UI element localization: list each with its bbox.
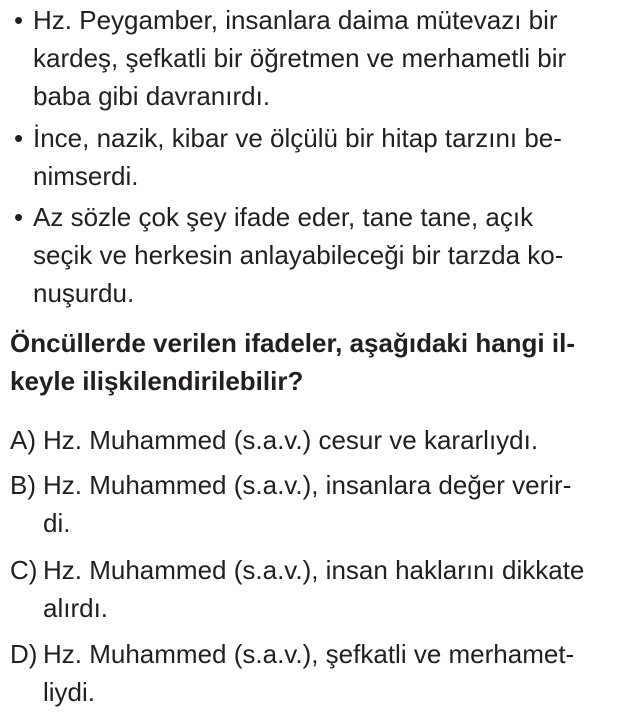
bullet-icon: • <box>14 202 24 232</box>
option-text: Hz. Muhammed (s.a.v.), insan haklarını dikkate <box>43 555 585 585</box>
question-line: keyle ilişkilendirilebilir? <box>10 366 304 396</box>
option-text: di. <box>43 508 71 538</box>
option-text: Hz. Muhammed (s.a.v.), şefkatli ve merhamet- <box>43 639 575 669</box>
bullet-icon: • <box>14 5 24 35</box>
option-text: Hz. Muhammed (s.a.v.) cesur ve kararlıydı. <box>43 425 539 455</box>
option-text: Hz. Muhammed (s.a.v.), insanlara değer verir- <box>43 470 572 500</box>
option-letter: B) <box>10 470 36 500</box>
premise-line: baba gibi davranırdı. <box>33 81 271 111</box>
premise-line: Hz. Peygamber, insanlara daima mütevazı bir <box>33 5 558 35</box>
bullet-icon: • <box>14 123 24 153</box>
premise-line: nuşurdu. <box>33 278 135 308</box>
question-line: Öncüllerde verilen ifadeler, aşağıdaki hangi il- <box>10 328 575 358</box>
premise-line: nimserdi. <box>33 161 139 191</box>
premise-line: kardeş, şefkatli bir öğretmen ve merhametli bir <box>33 43 567 73</box>
premise-line: İnce, nazik, kibar ve ölçülü bir hitap tarzını be- <box>33 123 562 153</box>
premise-line: seçik ve herkesin anlayabileceği bir tarzda ko- <box>33 240 564 270</box>
option-letter: C) <box>10 555 38 585</box>
premise-line: Az sözle çok şey ifade eder, tane tane, açık <box>33 202 534 232</box>
option-text: alırdı. <box>43 593 109 623</box>
option-letter: D) <box>10 639 38 669</box>
option-letter: A) <box>10 425 36 455</box>
option-text: liydi. <box>43 677 96 707</box>
